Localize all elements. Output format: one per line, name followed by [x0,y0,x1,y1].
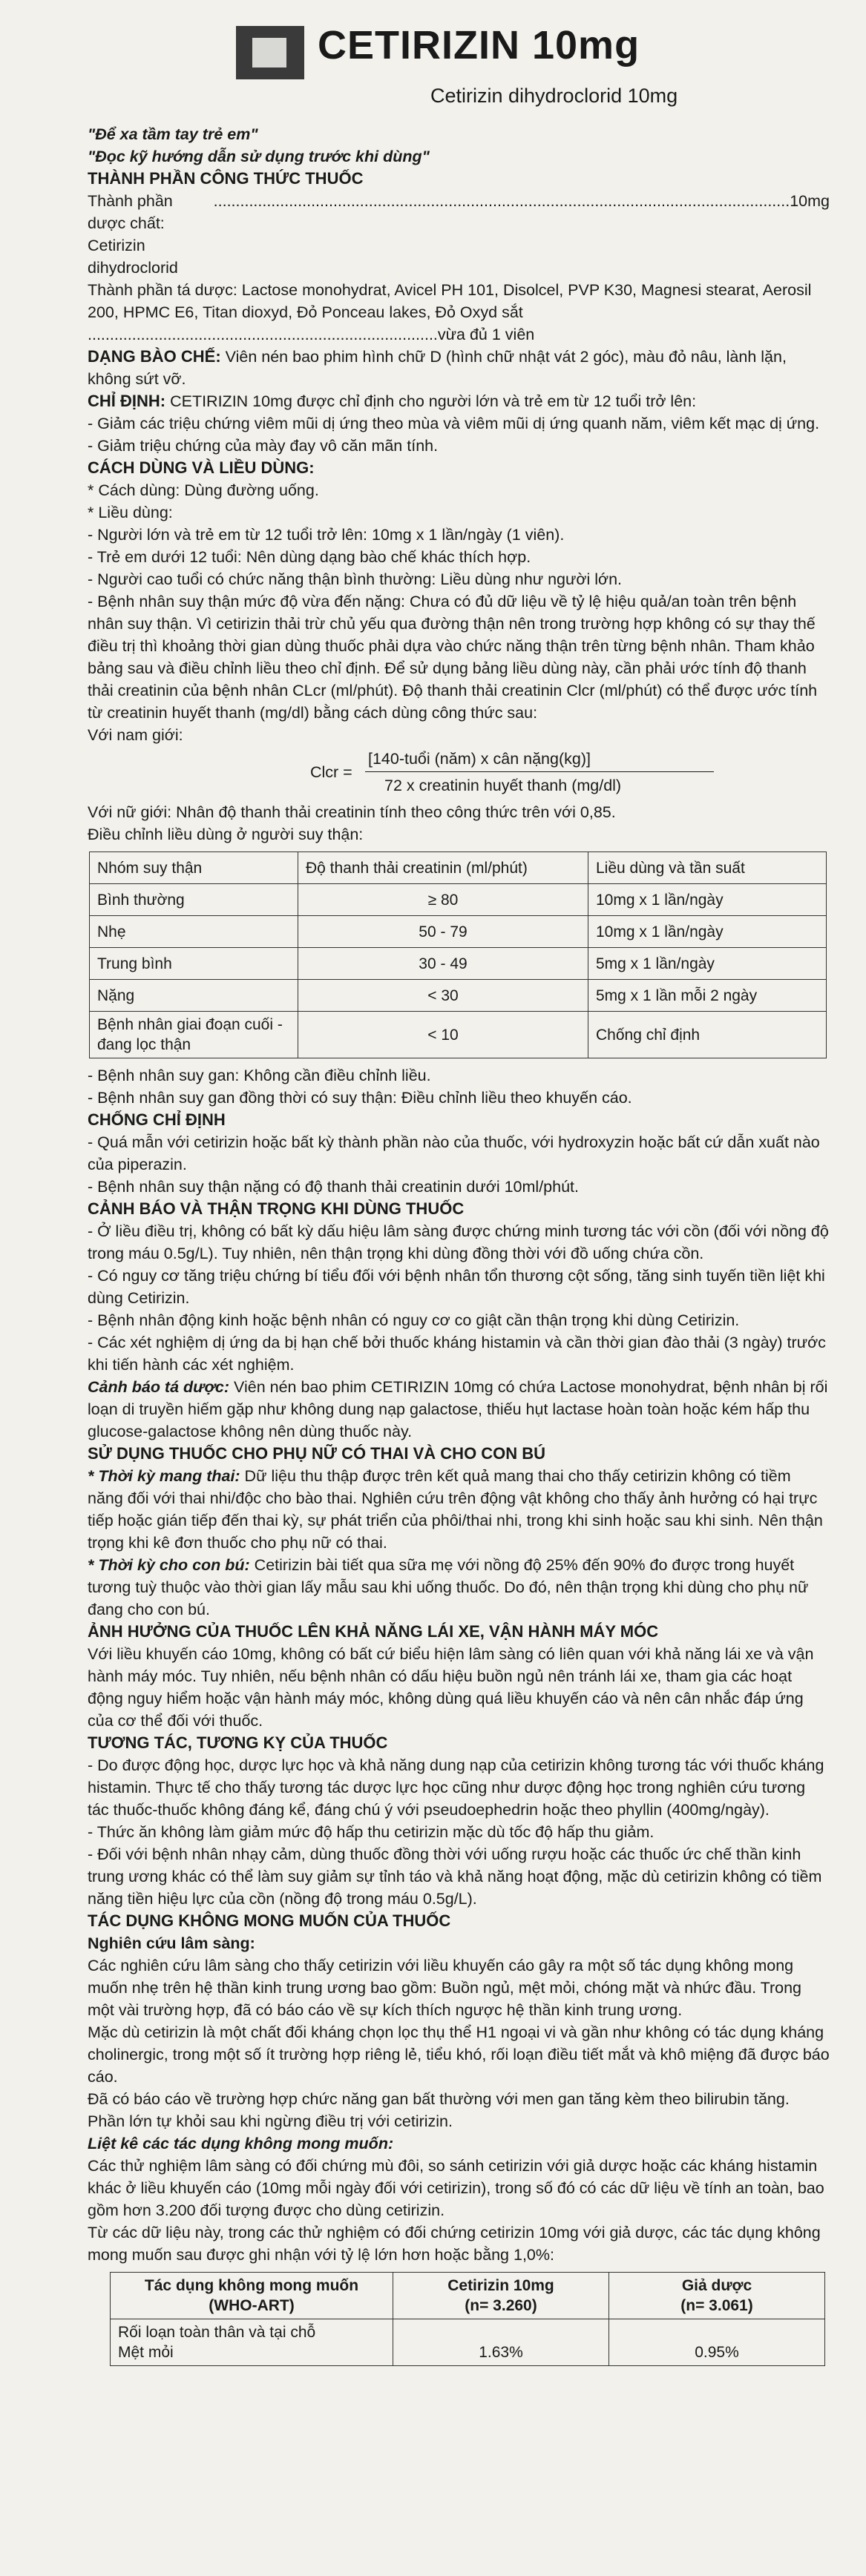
renal-dose-table [89,851,827,1058]
section-heading-contraindications: CHỐNG CHỈ ĐỊNH [88,1110,226,1129]
table-cell: 10mg x 1 lần/ngày [588,916,827,948]
dosage-item: * Liều dùng: [88,504,173,521]
clinical-studies-subheading: Nghiên cứu lâm sàng: [88,1934,255,1952]
dosage-item: - Bệnh nhân suy thận mức độ vừa đến nặng: Chưa có đủ dữ liệu về tỷ lệ hiệu quả/an toàn trên bệnh nhân suy thận. Vì cetirizin thải trừ chủ yếu qua đường thận nên trong trường hợp không có sự thay thế điều trị thì khoảng thời gian dùng thuốc phải dựa vào chức năng thận trên từng bệnh nhân. Tham khảo bảng sau và điều chỉnh liều theo chỉ định. Để sử dụng bảng liều dùng này, cần phải ước tính độ thanh thải creatinin của bệnh nhân CLcr (ml/phút). Độ thanh thải creatinin Clcr (ml/phút) có thể được ước tính từ creatinin huyết thanh (mg/dl) bằng cách dùng công thức sau: [88,593,818,722]
table-cell: < 30 [298,980,588,1012]
table-header-cell: Cetirizin 10mg (n= 3.260) [393,2273,609,2319]
table-cell: ≥ 80 [298,884,588,916]
pregnancy-text: * Thời kỳ mang thai: Dữ liệu thu thập được trên kết quả mang thai cho thấy cetirizin không có tiềm năng đối với thai nhi/độc cho bào thai. Nghiên cứu trên động vật không cho thấy ảnh hưởng có hại trực tiếp hoặc gián tiếp đến thai kỳ, sự phát triển của phôi/thai nhi, trong khi sinh hoặc sau khi sinh. Nên thận trọng khi kê đơn thuốc cho phụ nữ có thai. [88,1467,823,1552]
table-cell: 1.63% [393,2319,609,2366]
table-cell: Bình thường [90,884,298,916]
composition-active: Thành phần dược chất: Cetirizin dihydroclorid .................................................................................................................................. 10mg [88,192,830,277]
interaction-item: - Thức ăn không làm giảm mức độ hấp thu cetirizin mặc dù tốc độ hấp thu giảm. [88,1823,655,1841]
adverse-paragraph: Mặc dù cetirizin là một chất đối kháng chọn lọc thụ thể H1 ngoại vi và gần như không có tác dụng kháng cholinergic, trong một số ít trường hợp riêng lẻ, tiểu khó, rối loạn điều tiết mắt và khô miệng đã được báo cáo. [88,2023,830,2086]
indication-item: - Giảm triệu chứng của mày đay vô căn mãn tính. [88,437,439,455]
warning-item: - Bệnh nhân động kinh hoặc bệnh nhân có nguy cơ co giật cần thận trọng khi dùng Cetirizin. [88,1311,740,1329]
adverse-paragraph: Từ các dữ liệu này, trong các thử nghiệm có đối chứng cetirizin 10mg với giả dược, các tác dụng không mong muốn sau được ghi nhận với tỷ lệ lớn hơn hoặc bằng 1,0%: [88,2224,821,2264]
table-row [90,948,827,980]
formula-lhs: Clcr = [310,763,352,781]
table-header-cell: Độ thanh thải creatinin (ml/phút) [298,852,588,884]
table-header-row [111,2273,825,2319]
table-cell: 0.95% [609,2319,825,2366]
table-header-cell: Liều dùng và tần suất [588,852,827,884]
section-heading-interactions: TƯƠNG TÁC, TƯƠNG KỴ CỦA THUỐC [88,1733,388,1752]
warning-read: "Đọc kỹ hướng dẫn sử dụng trước khi dùng" [88,148,430,165]
product-subtitle: Cetirizin dihydroclorid 10mg [430,85,678,107]
table-cell: Trung bình [90,948,298,980]
hepatic-renal-note: - Bệnh nhân suy gan đồng thời có suy thận: Điều chỉnh liều theo khuyến cáo. [88,1089,632,1107]
hepatic-note: - Bệnh nhân suy gan: Không cần điều chỉnh liều. [88,1067,431,1084]
contraindication-item: - Bệnh nhân suy thận nặng có độ thanh thải creatinin dưới 10ml/phút. [88,1178,579,1196]
table-cell: Bệnh nhân giai đoạn cuối - đang lọc thận [90,1012,298,1058]
table-header-cell: Tác dụng không mong muốn (WHO-ART) [111,2273,393,2319]
leaflet-body [88,123,830,2372]
female-note: Với nữ giới: Nhân độ thanh thải creatinin tính theo công thức trên với 0,85. [88,803,616,821]
formula-numerator: [140-tuổi (năm) x cân nặng(kg)] [368,750,591,768]
section-heading-adverse: TÁC DỤNG KHÔNG MONG MUỐN CỦA THUỐC [88,1911,451,1930]
indication-item: - Giảm các triệu chứng viêm mũi dị ứng theo mùa và viêm mũi dị ứng quanh năm, viêm kết mạc dị ứng. [88,415,820,432]
company-logo [236,26,304,79]
dosage-form: DẠNG BÀO CHẾ: Viên nén bao phim hình chữ D (hình chữ nhật vát 2 góc), màu đỏ nâu, lành lặn, không sứt vỡ. [88,347,787,388]
product-title: CETIRIZIN 10mg [318,23,640,67]
warning-item: - Các xét nghiệm dị ứng da bị hạn chế bởi thuốc kháng histamin và cần thời gian đào thải (3 ngày) trước khi tiến hành các xét nghiệm. [88,1334,826,1374]
section-heading-warnings: CẢNH BÁO VÀ THẬN TRỌNG KHI DÙNG THUỐC [88,1199,465,1218]
adverse-paragraph: Các thử nghiệm lâm sàng có đối chứng mù đôi, so sánh cetirizin với giả dược hoặc các kháng histamin khác ở liều khuyến cáo (10mg mỗi ngày đối với cetirizin), trong số đó có các dữ liệu về tính an toàn, bao gồm hơn 3.200 đối tượng được cho dùng cetirizin. [88,2157,824,2219]
table-cell: Rối loạn toàn thân và tại chỗ Mệt mỏi [111,2319,393,2366]
table-cell: Nặng [90,980,298,1012]
leaflet-header [0,0,866,126]
dosage-item: - Người lớn và trẻ em từ 12 tuổi trở lên: 10mg x 1 lần/ngày (1 viên). [88,526,565,544]
table-cell: 30 - 49 [298,948,588,980]
excipient-warning: Cảnh báo tá dược: Viên nén bao phim CETIRIZIN 10mg có chứa Lactose monohydrat, bệnh nhân bị rối loạn di truyền hiếm gặp như không dung nạp galactose, thiếu hụt lactase hoàn toàn hoặc kém hấp thu glucose-galactose không nên dùng thuốc này. [88,1378,828,1440]
table-row [90,1012,827,1058]
adverse-events-table [110,2272,825,2366]
adjust-label: Điều chỉnh liều dùng ở người suy thận: [88,826,364,843]
table-cell: < 10 [298,1012,588,1058]
dosage-item: - Người cao tuổi có chức năng thận bình thường: Liều dùng như người lớn. [88,570,623,588]
formula-denominator: 72 x creatinin huyết thanh (mg/dl) [384,777,622,794]
contraindication-item: - Quá mẫn với cetirizin hoặc bất kỳ thành phần nào của thuốc, với hydroxyzin hoặc bất cứ dẫn xuất nào của piperazin. [88,1133,820,1173]
table-cell: Nhẹ [90,916,298,948]
adverse-list-subheading: Liệt kê các tác dụng không mong muốn: [88,2135,394,2152]
table-row [90,916,827,948]
formula-fraction-bar [365,771,714,772]
table-header-cell: Nhóm suy thận [90,852,298,884]
warning-children: "Để xa tầm tay trẻ em" [88,125,258,143]
interaction-item: - Đối với bệnh nhân nhạy cảm, dùng thuốc đồng thời với uống rượu hoặc các thuốc ức chế thần kinh trung ương khác có thể làm suy giảm sự tỉnh táo và khả năng hoạt động, mặc dù cetirizin không có tiềm năng tiền hiệu lực của cồn (nồng độ trong máu 0.5g/L). [88,1845,822,1908]
clcr-formula [88,748,830,798]
table-row [90,884,827,916]
driving-text: Với liều khuyến cáo 10mg, không có bất cứ biểu hiện lâm sàng có liên quan với khả năng lái xe và vận hành máy móc. Tuy nhiên, nếu bệnh nhân có dấu hiệu buồn ngủ nên tránh lái xe, tham gia các hoạt động nguy hiểm hoặc vận hành máy móc, không dùng quá liều khuyến cáo và nên cân nhắc đáp ứng của cơ thể đối với thuốc. [88,1645,814,1730]
table-cell: 5mg x 1 lần mỗi 2 ngày [588,980,827,1012]
warning-item: - Ở liều điều trị, không có bất kỳ dấu hiệu lâm sàng được chứng minh tương tác với cồn (đối với nồng độ trong máu 0.5g/L). Tuy nhiên, nên thận trọng khi dùng đồng thời với đồ uống chứa cồn. [88,1222,829,1262]
composition-excipients: Thành phần tá dược: Lactose monohydrat, Avicel PH 101, Disolcel, PVP K30, Magnesi stearat, Aerosil 200, HPMC E6, Titan dioxyd, Đỏ Ponceau lakes, Đỏ Oxyd sắt ...............................................................................vừa đủ 1 viên [88,281,812,343]
section-heading-dosage: CÁCH DÙNG VÀ LIỀU DÙNG: [88,458,315,477]
section-heading-driving: ẢNH HƯỞNG CỦA THUỐC LÊN KHẢ NĂNG LÁI XE, VẬN HÀNH MÁY MÓC [88,1622,659,1641]
table-cell: Chống chỉ định [588,1012,827,1058]
adverse-paragraph: Các nghiên cứu lâm sàng cho thấy cetirizin với liều khuyến cáo gây ra một số tác dụng không mong muốn nhẹ trên hệ thần kinh trung ương bao gồm: Buồn ngủ, mệt mỏi, chóng mặt và nhức đầu. Trong một vài trường hợp, đã có báo cáo về sự kích thích ngược hệ thần kinh trung ương. [88,1957,801,2019]
male-label: Với nam giới: [88,726,183,744]
table-row [90,980,827,1012]
table-cell: 50 - 79 [298,916,588,948]
section-heading-composition: THÀNH PHẦN CÔNG THỨC THUỐC [88,169,364,188]
warning-item: - Có nguy cơ tăng triệu chứng bí tiểu đối với bệnh nhân tổn thương cột sống, tăng sinh tuyến tiền liệt khi dùng Cetirizin. [88,1267,825,1307]
table-row [111,2319,825,2366]
dosage-item: * Cách dùng: Dùng đường uống. [88,481,319,499]
section-heading-pregnancy: SỬ DỤNG THUỐC CHO PHỤ NỮ CÓ THAI VÀ CHO CON BÚ [88,1444,546,1463]
table-header-cell: Giả dược (n= 3.061) [609,2273,825,2319]
adverse-paragraph: Đã có báo cáo về trường hợp chức năng gan bất thường với men gan tăng kèm theo bilirubin tăng. Phần lớn tự khỏi sau khi ngừng điều trị với cetirizin. [88,2090,790,2130]
table-cell: 5mg x 1 lần/ngày [588,948,827,980]
interaction-item: - Do được động học, dược lực học và khả năng dung nạp của cetirizin không tương tác với thuốc kháng histamin. Thực tế cho thấy tương tác dược lực học cũng như dược động học trong nghiên cứu tương tác thuốc-thuốc không đáng kể, đáng chú ý với pseudoephedrin hoặc theo phyllin (400mg/ngày). [88,1756,824,1819]
indications: CHỈ ĐỊNH: CETIRIZIN 10mg được chỉ định cho người lớn và trẻ em từ 12 tuổi trở lên: [88,392,697,410]
table-cell: 10mg x 1 lần/ngày [588,884,827,916]
lactation-text: * Thời kỳ cho con bú: Cetirizin bài tiết qua sữa mẹ với nồng độ 25% đến 90% đo được trong huyết tương tuỳ thuộc vào thời gian lấy mẫu sau khi uống thuốc. Do đó, nên thận trọng khi dùng cho phụ nữ đang cho con bú. [88,1556,809,1618]
table-header-row [90,852,827,884]
dosage-item: - Trẻ em dưới 12 tuổi: Nên dùng dạng bào chế khác thích hợp. [88,548,531,566]
